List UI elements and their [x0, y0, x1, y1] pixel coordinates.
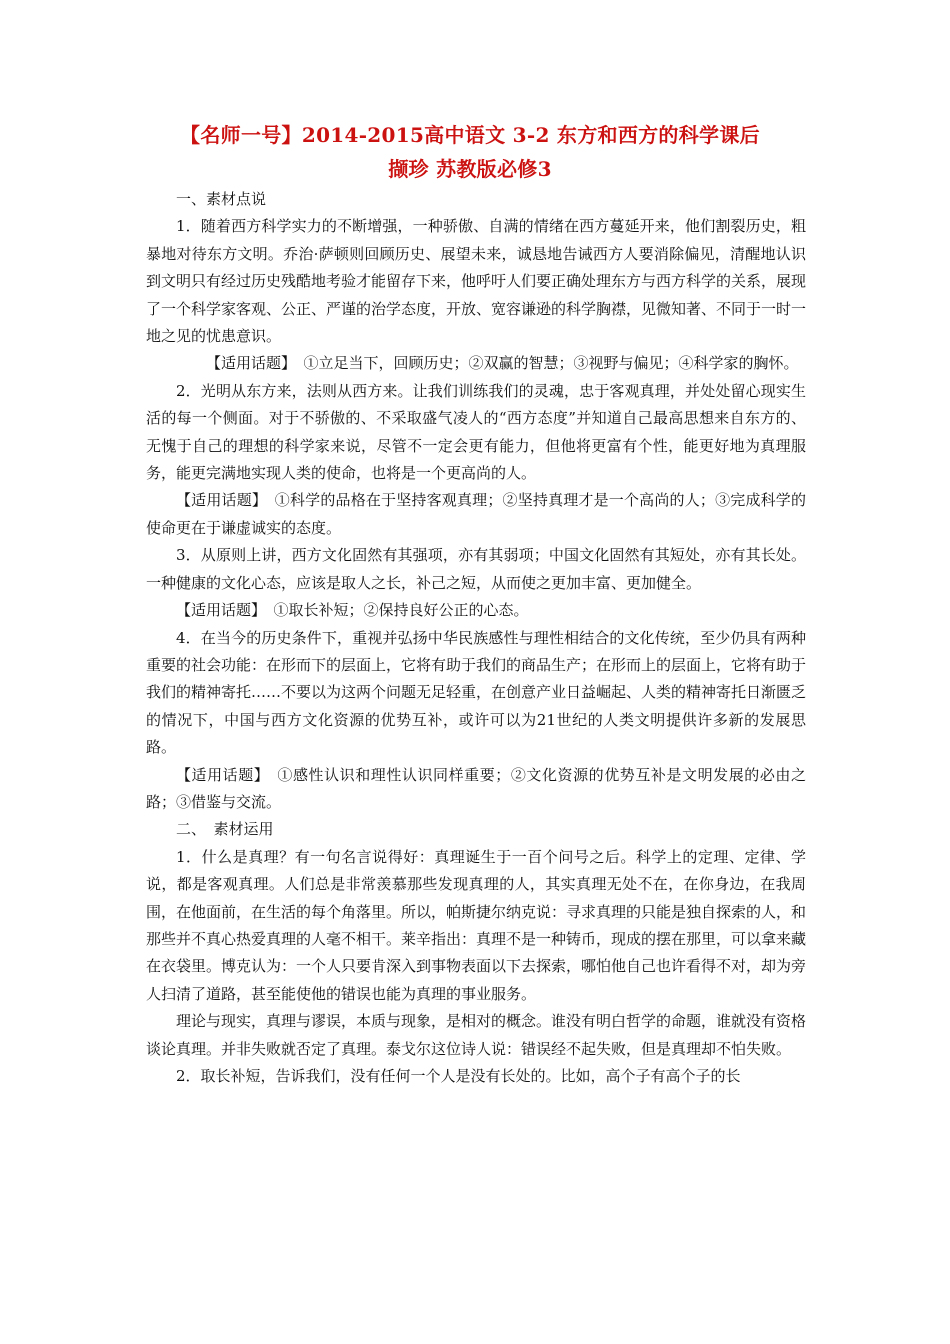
- section-heading-2: 二、 素材运用: [176, 820, 274, 839]
- usage-paragraph-2: 2．取长补短，告诉我们，没有任何一个人是没有长处的。比如，高个子有高个子的长: [176, 1067, 741, 1085]
- title-line-2: 撷珍 苏教版必修3: [388, 157, 552, 181]
- paragraph-4: 4．在当今的历史条件下，重视并弘扬中华民族感性与理性相结合的文化传统，至少仍具有两种重要的社会功能：在形而下的层面上，它将有助于我们的商品生产；在形而上的层面上，它将有助于我们的精神寄托……不要以为这两个问题无足轻重，在创意产业日益崛起、人类的精神寄托日渐匮乏的情况下，中国与西方文化资源的优势互补，或许可以为21世纪的人类文明提供许多新的发展思路。: [146, 628, 807, 757]
- topic-note-4: 【适用话题】 ①感性认识和理性认识同样重要；②文化资源的优势互补是文明发展的必由之路；③借鉴与交流。: [146, 765, 806, 811]
- usage-paragraph-1: 1．什么是真理？有一句名言说得好：真理诞生于一百个问号之后。科学上的定理、定律、学说，都是客观真理。人们总是非常羡慕那些发现真理的人，其实真理无处不在，在你身边，在我周围，在他面前，在生活的每个角落里。所以，帕斯捷尔纳克说：寻求真理的只能是独自探索的人，和那些并不真心热爱真理的人毫不相干。莱辛指出：真理不是一种铸币，现成的摆在那里，可以拿来藏在衣袋里。博克认为：一个人只要肯深入到事物表面以下去探索，哪怕他自己也许看得不对，却为旁人扫清了道路，甚至能使他的错误也能为真理的事业服务。: [146, 847, 807, 1003]
- title-line-1: 【名师一号】2014-2015高中语文 3-2 东方和西方的科学课后: [180, 123, 760, 147]
- document-body: [146, 186, 806, 1090]
- usage-paragraph-1b: 理论与现实，真理与谬误，本质与现象，是相对的概念。谁没有明白哲学的命题，谁就没有资格谈论真理。并非失败就否定了真理。泰戈尔这位诗人说：错误经不起失败，但是真理却不怕失败。: [146, 1012, 807, 1058]
- paragraph-3: 3．从原则上讲，西方文化固然有其强项，亦有其弱项；中国文化固然有其短处，亦有其长处。一种健康的文化心态，应该是取人之长，补己之短，从而使之更加丰富、更加健全。: [146, 546, 806, 592]
- paragraph-1: 1．随着西方科学实力的不断增强，一种骄傲、自满的情绪在西方蔓延开来，他们割裂历史，粗暴地对待东方文明。乔治·萨顿则回顾历史、展望未来，诚恳地告诫西方人要消除偏见，清醒地认识到文明只有经过历史残酷地考验才能留存下来，他呼吁人们要正确处理东方与西方科学的关系，展现了一个科学家客观、公正、严谨的治学态度，开放、宽容谦逊的科学胸襟，见微知著、不同于一时一地之见的忧患意识。: [146, 217, 807, 346]
- topic-note-2: 【适用话题】 ①科学的品格在于坚持客观真理；②坚持真理才是一个高尚的人；③完成科学的使命更在于谦虚诚实的态度。: [146, 491, 806, 537]
- paragraph-2: 2．光明从东方来，法则从西方来。让我们训练我们的灵魂，忠于客观真理，并处处留心现实生活的每一个侧面。对于不骄傲的、不采取盛气凌人的“西方态度”并知道自己最高思想来自东方的、无愧于自己的理想的科学家来说，尽管不一定会更有能力，但他将更富有个性，能更好地为真理服务，能更完满地实现人类的使命，也将是一个更高尚的人。: [146, 381, 806, 483]
- topic-note-1: 【适用话题】 ①立足当下，回顾历史；②双赢的智慧；③视野与偏见；④科学家的胸怀。: [206, 354, 799, 373]
- topic-note-3: 【适用话题】 ①取长补短；②保持良好公正的心态。: [176, 601, 529, 620]
- document-title: [120, 118, 820, 186]
- section-heading-1: 一、素材点说: [176, 190, 267, 208]
